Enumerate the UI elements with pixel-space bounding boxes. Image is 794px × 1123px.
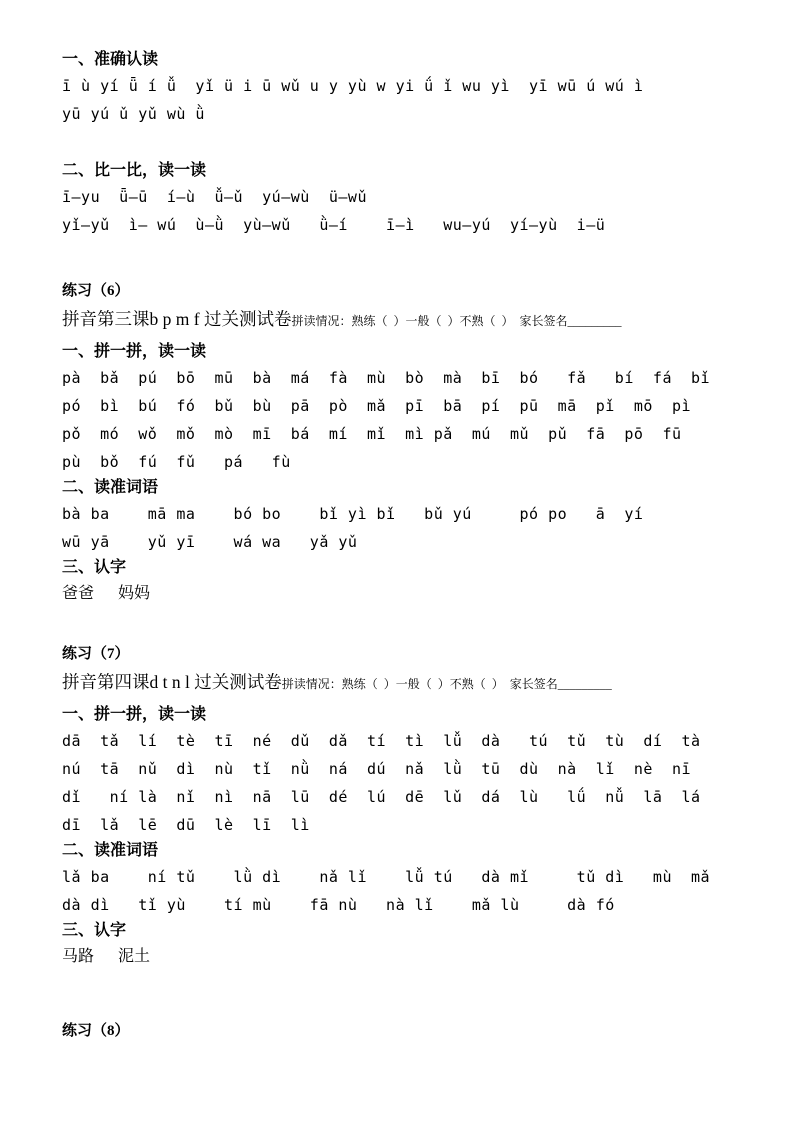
pinyin-line: yū yú ǔ yǔ wù ǜ (62, 105, 205, 123)
pinyin-line: ī—yu ǖ—ū í—ù ǚ—ǔ yú—wù ü—wǔ (62, 188, 367, 206)
heading-spell-and-read: 一、拼一拼，读一读 (62, 706, 207, 723)
pinyin-line: pà bǎ pú bō mū bà má fà mù bò mà bī bó fǎ bí fá bǐ (62, 369, 711, 387)
pinyin-line: nú tā nǔ dì nù tǐ nǜ ná dú nǎ lǜ tū dù nà lǐ nè nī (62, 760, 692, 778)
exercise-6-label: 练习（6） (62, 283, 130, 299)
pinyin-line: dǐ ní là nǐ nì nā lū dé lú dē lǔ dá lù lǘ nǚ lā lá (62, 788, 701, 806)
pinyin-word-line: dà dì tǐ yù tí mù fā nù nà lǐ mǎ lù dà fó (62, 896, 615, 914)
pinyin-word-line: lǎ ba ní tǔ lǜ dì nǎ lǐ lǚ tú dà mǐ tǔ dì mù mǎ (62, 868, 711, 886)
exercise-6-reading-status: 拼读情况：熟练（ ）一般（ ）不熟（ ） 家长签名 (291, 314, 568, 328)
heading-compare-reading: 二、比一比，读一读 (62, 162, 207, 179)
heading-recognize-characters: 三、认字 (62, 922, 127, 939)
pinyin-line: dā tǎ lí tè tī né dǔ dǎ tí tì lǚ dà tú tǔ tù dí tà (62, 732, 701, 750)
exercise-7-label: 练习（7） (62, 646, 130, 662)
pinyin-line: yǐ—yǔ ì— wú ù—ǜ yù—wǔ ǜ—í ī—ì wu—yú yí—yù i—ü (62, 216, 606, 234)
pinyin-line: pù bǒ fú fǔ pá fù (62, 453, 291, 471)
pinyin-word-line: wū yā yǔ yī wá wa yǎ yǔ (62, 533, 358, 551)
exercise-7-reading-status: 拼读情况：熟练（ ）一般（ ）不熟（ ） 家长签名 (281, 677, 558, 691)
pinyin-word-line: bà ba mā ma bó bo bǐ yì bǐ bǔ yú pó po ā yí (62, 505, 644, 523)
heading-recognize-characters: 三、认字 (62, 559, 127, 576)
parent-signature-blank: _________ (567, 314, 622, 328)
pinyin-line: dī lǎ lē dū lè lī lì (62, 816, 310, 834)
heading-read-words: 二、读准词语 (62, 479, 159, 496)
pinyin-line: pǒ mó wǒ mǒ mò mī bá mí mǐ mì pǎ mú mǔ pǔ fā pō fū (62, 425, 682, 443)
exercise-7-title-line (62, 669, 754, 698)
exercise-7-title: 拼音第四课d t n l 过关测试卷 (62, 672, 282, 692)
exercise-6-title-line (62, 306, 754, 335)
exercise-6-title: 拼音第三课b p m f 过关测试卷 (62, 309, 292, 329)
heading-spell-and-read: 一、拼一拼，读一读 (62, 343, 207, 360)
pinyin-line: pó bì bú fó bǔ bù pā pò mǎ pī bā pí pū mā pǐ mō pì (62, 397, 692, 415)
heading-accurate-reading: 一、准确认读 (62, 51, 159, 68)
character-words-line: 爸爸 妈妈 (62, 585, 151, 602)
exercise-8-label: 练习（8） (62, 1023, 130, 1039)
character-words-line: 马路 泥土 (62, 948, 151, 965)
parent-signature-blank: _________ (557, 677, 612, 691)
pinyin-line: ī ù yí ǖ í ǚ yǐ ü i ū wǔ u y yù w yi ǘ ǐ wu yì yī wū ú wú ì (62, 77, 644, 95)
heading-read-words: 二、读准词语 (62, 842, 159, 859)
